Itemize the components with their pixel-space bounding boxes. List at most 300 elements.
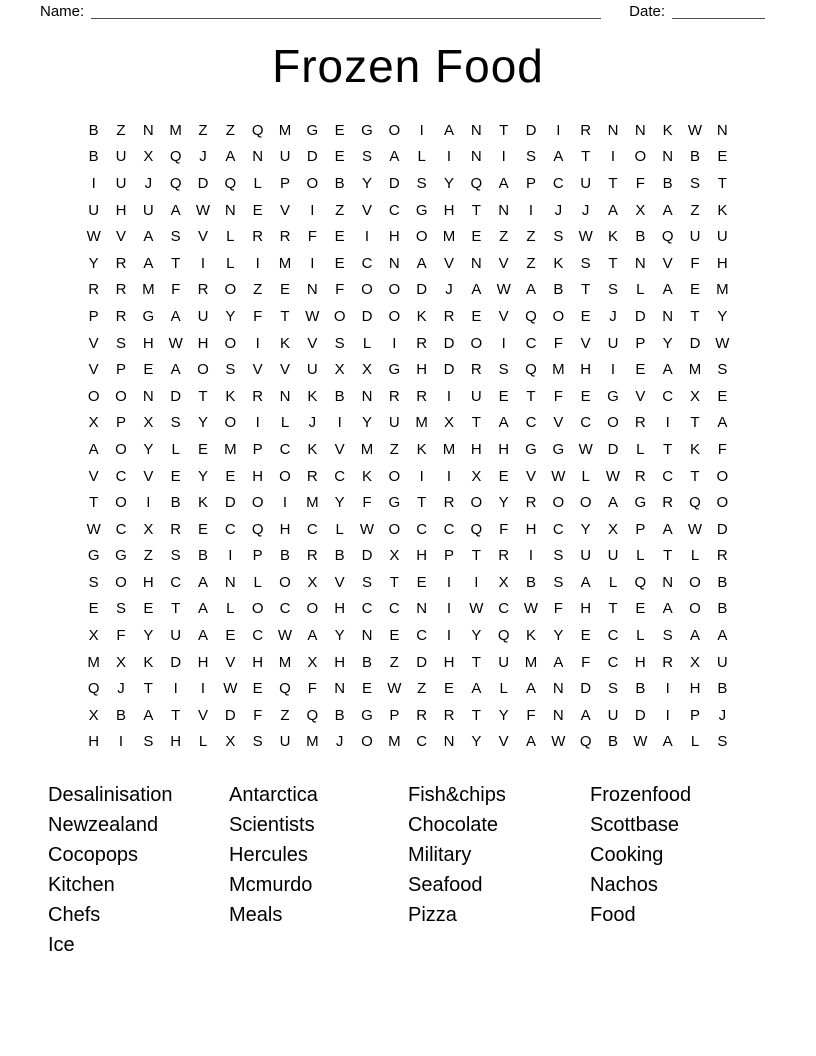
grid-cell-r1c17: D <box>525 121 537 139</box>
grid-cell-r1c23: W <box>687 121 703 139</box>
grid-cell-r5c10: E <box>334 228 345 246</box>
grid-cell-r7c9: N <box>306 281 318 299</box>
grid-cell-r1c2: Z <box>116 121 126 139</box>
grid-cell-r18c23: O <box>689 573 701 591</box>
grid-cell-r2c22: N <box>662 148 674 166</box>
grid-cell-r12c2: P <box>115 414 126 432</box>
grid-cell-r8c13: K <box>416 307 427 325</box>
grid-cell-r9c5: H <box>197 334 209 352</box>
puzzle-title: Frozen Food <box>272 40 544 92</box>
grid-cell-r7c4: F <box>171 281 181 299</box>
grid-cell-r4c22: A <box>662 201 673 219</box>
grid-cell-r6c13: A <box>416 254 427 272</box>
grid-cell-r5c13: O <box>415 228 428 246</box>
grid-cell-r12c4: S <box>170 414 181 432</box>
grid-cell-r19c6: L <box>226 600 235 618</box>
grid-cell-r16c15: Q <box>470 520 483 538</box>
grid-cell-r13c3: Y <box>143 440 154 458</box>
grid-cell-r19c21: E <box>635 600 646 618</box>
grid-cell-r17c17: I <box>528 547 534 565</box>
grid-cell-r6c24: H <box>716 254 728 272</box>
grid-cell-r22c23: H <box>689 680 701 698</box>
grid-cell-r18c5: A <box>197 573 208 591</box>
grid-cell-r7c7: Z <box>253 281 263 299</box>
grid-cell-r17c23: L <box>690 547 700 565</box>
date-blank-line <box>672 6 765 19</box>
grid-cell-r12c13: M <box>415 414 428 432</box>
grid-cell-r4c1: U <box>88 201 100 219</box>
grid-cell-r20c2: F <box>116 627 126 645</box>
grid-cell-r17c14: P <box>443 547 454 565</box>
grid-cell-r12c11: Y <box>361 414 372 432</box>
grid-cell-r5c16: Z <box>499 228 509 246</box>
grid-cell-r5c8: R <box>279 228 291 246</box>
grid-cell-r6c20: T <box>608 254 618 272</box>
word-list-item: Meals <box>229 904 283 927</box>
grid-cell-r6c9: I <box>310 254 315 272</box>
grid-cell-r24c23: L <box>690 733 700 751</box>
grid-cell-r12c15: T <box>471 414 481 432</box>
grid-cell-r23c15: T <box>471 706 481 724</box>
grid-cell-r6c17: Z <box>526 254 536 272</box>
date-label: Date: <box>629 3 665 20</box>
grid-cell-r9c7: I <box>255 334 260 352</box>
grid-cell-r1c8: M <box>278 121 292 139</box>
grid-cell-r22c1: Q <box>87 680 100 698</box>
grid-cell-r8c17: Q <box>525 307 537 325</box>
grid-cell-r12c22: I <box>665 414 670 432</box>
grid-cell-r6c10: E <box>334 254 345 272</box>
grid-cell-r20c22: S <box>662 627 673 645</box>
grid-cell-r22c4: I <box>173 680 178 698</box>
grid-cell-r14c16: E <box>498 467 509 485</box>
grid-cell-r13c6: M <box>224 440 237 458</box>
grid-cell-r13c20: D <box>607 440 619 458</box>
grid-cell-r18c24: B <box>717 573 728 591</box>
grid-cell-r21c4: D <box>170 653 182 671</box>
grid-cell-r24c14: N <box>443 733 455 751</box>
grid-cell-r15c13: T <box>417 494 427 512</box>
grid-cell-r17c10: B <box>334 547 345 565</box>
grid-cell-r13c10: V <box>334 440 345 458</box>
grid-cell-r3c1: I <box>91 174 96 192</box>
grid-cell-r16c7: Q <box>251 520 264 538</box>
grid-cell-r15c15: O <box>470 494 483 512</box>
grid-cell-r14c3: V <box>143 467 154 485</box>
grid-cell-r16c18: C <box>552 520 564 538</box>
grid-cell-r15c7: O <box>251 494 264 512</box>
grid-cell-r2c10: E <box>334 148 345 166</box>
grid-cell-r13c23: K <box>689 440 700 458</box>
grid-cell-r9c10: S <box>334 334 345 352</box>
grid-cell-r6c3: A <box>143 254 154 272</box>
grid-cell-r2c4: Q <box>169 148 182 166</box>
grid-cell-r21c14: H <box>443 653 455 671</box>
grid-cell-r18c8: O <box>279 573 291 591</box>
grid-cell-r4c15: T <box>471 201 481 219</box>
grid-cell-r22c17: A <box>525 680 536 698</box>
grid-cell-r3c20: T <box>608 174 618 192</box>
grid-cell-r10c20: I <box>610 361 616 379</box>
grid-cell-r8c7: F <box>253 307 263 325</box>
grid-cell-r1c11: G <box>361 121 373 139</box>
grid-cell-r1c22: K <box>662 121 673 139</box>
grid-cell-r11c4: D <box>170 387 182 405</box>
grid-cell-r5c19: W <box>578 228 593 246</box>
grid-cell-r3c17: P <box>525 174 536 192</box>
word-list-item: Scottbase <box>590 814 679 837</box>
grid-cell-r14c17: V <box>525 467 536 485</box>
grid-cell-r22c3: T <box>143 680 153 698</box>
grid-cell-r11c24: E <box>717 387 728 405</box>
grid-cell-r15c14: R <box>443 494 455 512</box>
grid-cell-r16c19: Y <box>580 520 591 538</box>
grid-cell-r7c3: M <box>142 281 155 299</box>
word-list-item: Military <box>408 844 472 867</box>
grid-cell-r19c3: E <box>143 600 154 618</box>
grid-cell-r20c11: N <box>361 627 373 645</box>
grid-cell-r18c18: S <box>553 573 564 591</box>
grid-cell-r10c16: S <box>498 361 509 379</box>
grid-cell-r14c4: E <box>170 467 181 485</box>
grid-cell-r18c2: O <box>115 573 127 591</box>
grid-cell-r13c14: M <box>442 440 456 458</box>
grid-cell-r4c7: E <box>252 201 263 219</box>
grid-cell-r22c18: N <box>552 680 564 698</box>
grid-cell-r21c18: A <box>553 653 564 671</box>
grid-cell-r2c11: S <box>361 148 372 166</box>
grid-cell-r21c21: H <box>634 653 646 671</box>
grid-cell-r3c21: F <box>635 174 645 192</box>
grid-cell-r13c5: E <box>197 440 208 458</box>
grid-cell-r6c21: N <box>634 254 646 272</box>
grid-cell-r20c8: W <box>277 627 293 645</box>
grid-cell-r9c6: O <box>224 334 237 352</box>
word-list-item: Frozenfood <box>590 784 692 807</box>
word-list-column-2 <box>229 780 408 960</box>
grid-cell-r6c22: V <box>662 254 673 272</box>
grid-cell-r14c7: H <box>252 467 264 485</box>
grid-cell-r12c18: V <box>553 414 564 432</box>
grid-cell-r24c24: S <box>717 733 728 751</box>
grid-cell-r21c6: V <box>225 653 236 671</box>
grid-cell-r6c15: N <box>470 254 482 272</box>
grid-cell-r8c22: N <box>662 307 674 325</box>
grid-cell-r16c9: C <box>306 520 318 538</box>
grid-cell-r7c21: L <box>636 281 645 299</box>
word-list <box>48 780 776 960</box>
grid-cell-r7c22: A <box>662 281 673 299</box>
grid-cell-r3c2: U <box>115 174 127 192</box>
grid-cell-r1c21: N <box>634 121 646 139</box>
grid-cell-r10c13: H <box>416 361 428 379</box>
grid-cell-r8c6: Y <box>225 307 236 325</box>
grid-cell-r14c18: W <box>551 467 566 485</box>
grid-cell-r18c10: V <box>334 573 345 591</box>
grid-cell-r12c6: O <box>224 414 237 432</box>
grid-cell-r17c4: S <box>170 547 181 565</box>
grid-cell-r21c12: Z <box>389 653 399 671</box>
grid-cell-r20c6: E <box>225 627 236 645</box>
grid-cell-r16c14: C <box>443 520 455 538</box>
grid-cell-r22c24: B <box>717 680 728 698</box>
grid-cell-r12c23: T <box>690 414 700 432</box>
grid-cell-r2c7: N <box>252 148 264 166</box>
grid-cell-r10c14: D <box>443 361 455 379</box>
word-list-item: Nachos <box>590 874 658 897</box>
grid-cell-r17c19: U <box>580 547 592 565</box>
grid-cell-r21c9: X <box>307 653 318 671</box>
grid-cell-r13c7: P <box>252 440 263 458</box>
grid-cell-r23c16: Y <box>498 706 509 724</box>
grid-cell-r1c4: M <box>169 121 182 139</box>
grid-cell-r17c16: R <box>498 547 510 565</box>
grid-cell-r10c6: S <box>225 361 236 379</box>
grid-cell-r17c20: U <box>607 547 619 565</box>
grid-cell-r10c5: O <box>197 361 209 379</box>
grid-cell-r24c21: W <box>633 733 648 751</box>
grid-cell-r4c3: U <box>142 201 154 219</box>
grid-cell-r11c8: N <box>279 387 291 405</box>
grid-cell-r17c3: Z <box>143 547 153 565</box>
grid-cell-r6c23: F <box>690 254 700 272</box>
grid-cell-r20c4: U <box>170 627 182 645</box>
grid-cell-r17c7: P <box>252 547 263 565</box>
grid-cell-r17c24: R <box>716 547 728 565</box>
grid-cell-r12c19: C <box>580 414 592 432</box>
grid-cell-r2c15: N <box>470 148 482 166</box>
grid-cell-r12c24: A <box>717 414 728 432</box>
grid-cell-r23c19: A <box>580 706 591 724</box>
grid-cell-r2c18: A <box>553 148 564 166</box>
grid-cell-r8c3: G <box>142 307 155 325</box>
grid-cell-r18c4: C <box>170 573 182 591</box>
grid-cell-r3c8: P <box>279 174 290 192</box>
grid-cell-r13c24: F <box>717 440 727 458</box>
grid-cell-r3c11: Y <box>361 174 372 192</box>
grid-cell-r15c6: D <box>224 494 236 512</box>
grid-cell-r1c20: N <box>607 121 619 139</box>
grid-cell-r13c21: L <box>636 440 645 458</box>
grid-cell-r13c19: W <box>578 440 593 458</box>
grid-cell-r3c5: D <box>197 174 209 192</box>
grid-cell-r6c19: S <box>580 254 591 272</box>
grid-cell-r2c21: O <box>634 148 647 166</box>
grid-cell-r17c12: X <box>389 547 400 565</box>
grid-cell-r1c7: Q <box>251 121 264 139</box>
word-list-item: Fish&chips <box>408 784 506 807</box>
grid-cell-r11c15: U <box>470 387 482 405</box>
word-list-column-4 <box>590 780 776 960</box>
grid-cell-r20c24: A <box>717 627 728 645</box>
grid-cell-r15c4: B <box>170 494 181 512</box>
grid-cell-r10c15: R <box>470 361 482 379</box>
grid-cell-r1c13: I <box>419 121 424 139</box>
grid-cell-r9c8: K <box>279 334 290 352</box>
word-list-item: Scientists <box>229 814 315 837</box>
grid-cell-r12c5: Y <box>197 414 208 432</box>
grid-cell-r13c8: C <box>279 440 291 458</box>
grid-cell-r5c14: M <box>442 228 456 246</box>
grid-cell-r2c16: I <box>501 148 506 166</box>
grid-cell-r5c1: W <box>86 228 101 246</box>
grid-cell-r17c5: B <box>197 547 208 565</box>
grid-cell-r21c10: H <box>334 653 346 671</box>
grid-cell-r3c3: J <box>144 174 153 192</box>
grid-cell-r7c16: W <box>496 281 511 299</box>
grid-cell-r14c11: K <box>361 467 372 485</box>
grid-cell-r14c2: C <box>115 467 127 485</box>
grid-cell-r6c18: K <box>553 254 564 272</box>
grid-cell-r24c6: X <box>225 733 236 751</box>
grid-cell-r24c5: L <box>198 733 208 751</box>
grid-cell-r23c14: R <box>443 706 455 724</box>
grid-cell-r2c6: A <box>225 148 236 166</box>
grid-cell-r3c14: Y <box>443 174 454 192</box>
grid-cell-r23c3: A <box>143 706 154 724</box>
letter-grid <box>80 117 736 755</box>
word-list-item: Antarctica <box>229 784 318 807</box>
grid-cell-r10c7: V <box>252 361 263 379</box>
grid-cell-r24c17: A <box>525 733 536 751</box>
grid-cell-r4c23: Z <box>690 201 700 219</box>
grid-cell-r24c11: O <box>361 733 373 751</box>
grid-cell-r20c1: X <box>88 627 99 645</box>
grid-cell-r16c22: A <box>662 520 673 538</box>
grid-cell-r18c12: T <box>389 573 399 591</box>
grid-cell-r9c3: H <box>142 334 154 352</box>
word-list-item: Ice <box>48 934 75 957</box>
grid-cell-r9c22: Y <box>662 334 673 352</box>
grid-cell-r15c2: O <box>115 494 127 512</box>
grid-cell-r2c20: I <box>610 148 616 166</box>
grid-cell-r2c12: A <box>389 148 400 166</box>
grid-cell-r1c16: T <box>499 121 509 139</box>
grid-cell-r15c3: I <box>146 494 151 512</box>
grid-cell-r11c11: N <box>361 387 373 405</box>
grid-cell-r9c15: O <box>470 334 483 352</box>
grid-cell-r15c18: O <box>552 494 565 512</box>
grid-cell-r6c16: V <box>498 254 509 272</box>
grid-cell-r4c14: H <box>443 201 455 219</box>
grid-cell-r1c1: B <box>88 121 99 139</box>
grid-cell-r9c16: I <box>501 334 506 352</box>
word-list-column-1 <box>48 780 229 960</box>
grid-cell-r11c16: E <box>498 387 509 405</box>
grid-cell-r23c13: R <box>416 706 428 724</box>
grid-cell-r23c21: D <box>634 706 646 724</box>
grid-cell-r6c5: I <box>200 254 206 272</box>
grid-cell-r18c21: Q <box>634 573 647 591</box>
grid-cell-r16c8: H <box>279 520 291 538</box>
grid-cell-r2c9: D <box>306 148 318 166</box>
grid-cell-r15c9: M <box>306 494 319 512</box>
grid-cell-r11c5: T <box>198 387 208 405</box>
grid-cell-r7c24: M <box>716 281 729 299</box>
grid-cell-r22c19: D <box>580 680 592 698</box>
grid-cell-r5c2: V <box>115 228 126 246</box>
grid-cell-r8c24: Y <box>717 307 728 325</box>
grid-cell-r17c11: D <box>361 547 373 565</box>
grid-cell-r14c20: W <box>605 467 621 485</box>
grid-cell-r8c8: T <box>280 307 290 325</box>
grid-cell-r14c10: C <box>334 467 346 485</box>
word-list-item: Hercules <box>229 844 308 867</box>
grid-cell-r20c3: Y <box>143 627 154 645</box>
grid-cell-r10c21: E <box>635 361 646 379</box>
grid-cell-r7c20: S <box>607 281 618 299</box>
grid-cell-r16c2: C <box>115 520 127 538</box>
grid-cell-r3c15: Q <box>470 174 483 192</box>
word-list-item: Newzealand <box>48 814 159 837</box>
grid-cell-r19c20: T <box>608 600 618 618</box>
grid-cell-r24c13: C <box>416 733 428 751</box>
grid-cell-r4c17: I <box>528 201 534 219</box>
grid-cell-r9c2: S <box>115 334 126 352</box>
grid-cell-r23c5: V <box>197 706 208 724</box>
grid-cell-r20c14: I <box>446 627 452 645</box>
grid-cell-r4c2: H <box>115 201 127 219</box>
grid-cell-r9c4: W <box>168 334 183 352</box>
grid-cell-r20c9: A <box>307 627 318 645</box>
grid-cell-r18c19: A <box>580 573 591 591</box>
grid-cell-r18c9: X <box>307 573 318 591</box>
grid-cell-r3c4: Q <box>169 174 182 192</box>
grid-cell-r8c10: O <box>333 307 346 325</box>
grid-cell-r1c3: N <box>142 121 154 139</box>
grid-cell-r16c13: C <box>416 520 428 538</box>
grid-cell-r20c18: Y <box>553 627 564 645</box>
grid-cell-r13c4: L <box>171 440 180 458</box>
grid-cell-r24c1: H <box>88 733 100 751</box>
grid-cell-r10c11: X <box>361 361 372 379</box>
grid-cell-r13c15: H <box>470 440 482 458</box>
grid-cell-r16c23: W <box>687 520 703 538</box>
word-list-column-3 <box>408 780 590 960</box>
grid-cell-r18c3: H <box>142 573 154 591</box>
word-list-item: Food <box>590 904 636 927</box>
grid-cell-r1c12: O <box>388 121 401 139</box>
grid-cell-r5c23: U <box>689 228 701 246</box>
grid-cell-r9c9: V <box>307 334 318 352</box>
grid-cell-r16c17: H <box>525 520 537 538</box>
grid-cell-r5c17: Z <box>526 228 536 246</box>
grid-cell-r4c21: X <box>635 201 646 219</box>
grid-cell-r21c17: M <box>524 653 538 671</box>
grid-cell-r12c14: X <box>443 414 454 432</box>
grid-cell-r14c21: R <box>634 467 646 485</box>
grid-cell-r13c12: Z <box>389 440 399 458</box>
grid-cell-r19c13: N <box>416 600 428 618</box>
grid-cell-r20c16: Q <box>497 627 510 645</box>
grid-cell-r18c16: X <box>498 573 509 591</box>
grid-cell-r2c8: U <box>279 148 291 166</box>
grid-cell-r22c5: I <box>200 680 206 698</box>
grid-cell-r14c13: I <box>419 467 424 485</box>
word-list-item: Mcmurdo <box>229 874 313 897</box>
grid-cell-r24c8: U <box>279 733 291 751</box>
grid-cell-r8c2: R <box>115 307 127 325</box>
grid-cell-r11c14: I <box>446 387 452 405</box>
grid-cell-r15c17: R <box>525 494 537 512</box>
grid-cell-r22c13: Z <box>417 680 427 698</box>
grid-cell-r12c7: I <box>255 414 260 432</box>
grid-cell-r13c2: O <box>115 440 127 458</box>
grid-cell-r9c17: C <box>525 334 537 352</box>
grid-cell-r10c18: M <box>552 361 565 379</box>
grid-cell-r10c1: V <box>88 361 99 379</box>
grid-cell-r23c18: N <box>552 706 564 724</box>
